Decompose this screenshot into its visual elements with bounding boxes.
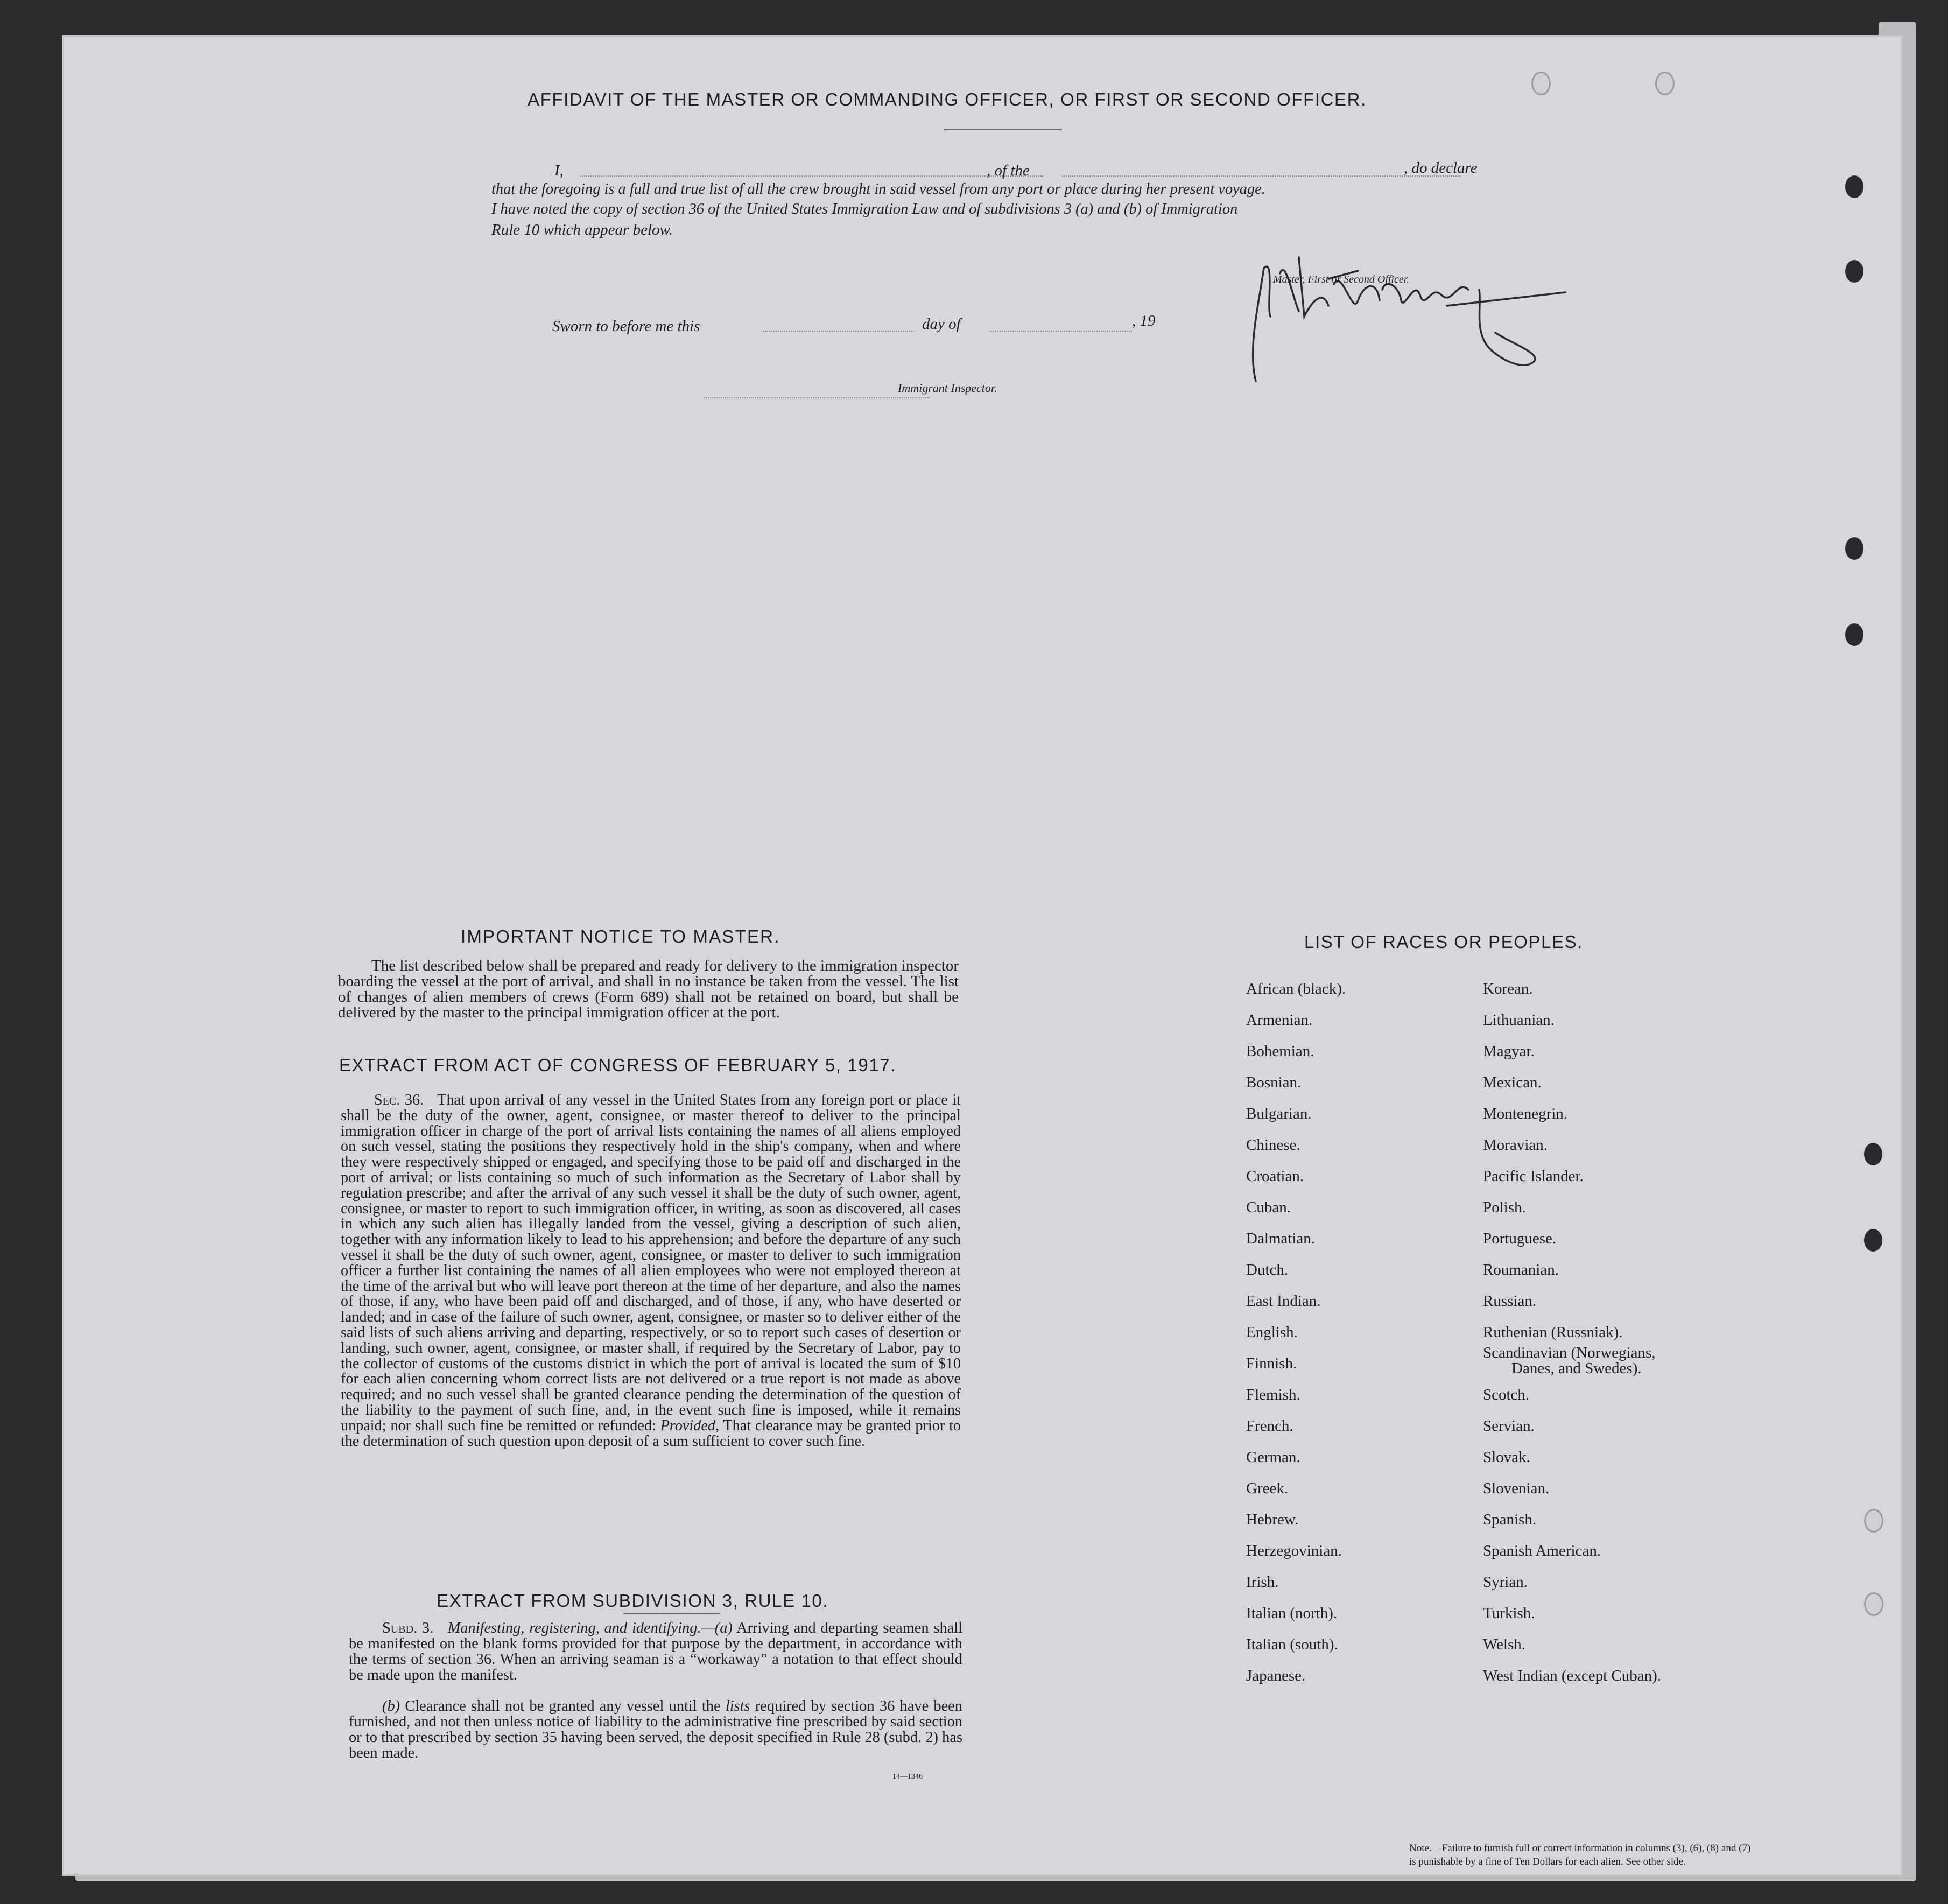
affidavit-line4: Rule 10 which appear below. <box>491 221 673 238</box>
officer-signature <box>1242 225 1576 397</box>
form-number: 14—1346 <box>892 1773 923 1781</box>
section-label: Sec. 36. <box>374 1092 424 1108</box>
race-item-continued: Danes, and Swedes). <box>1511 1360 1642 1377</box>
race-item: Japanese. <box>1246 1667 1306 1684</box>
rule-title-underline <box>623 1613 720 1614</box>
race-item: Armenian. <box>1246 1011 1313 1029</box>
affidavit-of-the: , of the <box>987 162 1030 179</box>
race-item: Italian (north). <box>1246 1605 1338 1622</box>
day-of-text: day of <box>922 315 961 333</box>
race-item: Flemish. <box>1246 1386 1300 1403</box>
binder-hole <box>1864 1229 1882 1252</box>
rule-text-a <box>349 1620 962 1683</box>
affidavit-line3: I have noted the copy of section 36 of the United States Immigration Law and of subdivisions 3 (a) and (b) of Immigration <box>491 201 1238 217</box>
subd-label: Subd. 3. <box>382 1620 434 1636</box>
race-item: Pacific Islander. <box>1483 1168 1584 1185</box>
day-blank <box>763 329 914 332</box>
notice-title: IMPORTANT NOTICE TO MASTER. <box>461 926 780 946</box>
race-item: Bohemian. <box>1246 1043 1314 1060</box>
sworn-text: Sworn to before me this <box>552 318 700 335</box>
race-item: Spanish American. <box>1483 1542 1601 1559</box>
signer-label: Master, First or Second Officer. <box>1273 273 1410 285</box>
binder-hole <box>1845 175 1863 198</box>
lists-word: lists <box>725 1698 750 1715</box>
race-item: Lithuanian. <box>1483 1011 1555 1029</box>
race-item: Moravian. <box>1483 1136 1548 1154</box>
race-item: Croatian. <box>1246 1168 1304 1185</box>
subd-b-text1: Clearance shall not be granted any vessel until the <box>405 1698 721 1715</box>
affidavit-declare: , do declare <box>1404 159 1478 177</box>
rule-extract-title: EXTRACT FROM SUBDIVISION 3, RULE 10. <box>437 1591 829 1611</box>
subd-a-text: Arriving and departing seamen shall be manifested on the blank forms provided for that purpose by the department, in accordance with the terms of section 36. When an arriving seaman is a “workaway” a notation to that effect should be made upon the manifest. <box>349 1620 963 1683</box>
race-item: Magyar. <box>1483 1043 1535 1060</box>
vessel-blank <box>1062 174 1460 177</box>
title-underline <box>944 129 1062 130</box>
race-item: Turkish. <box>1483 1605 1535 1622</box>
race-item: French. <box>1246 1417 1293 1435</box>
race-item: Italian (south). <box>1246 1636 1338 1653</box>
binder-hole <box>1655 72 1675 95</box>
race-item: Slovenian. <box>1483 1480 1550 1497</box>
binder-hole <box>1531 72 1551 95</box>
race-item: Cuban. <box>1246 1199 1291 1216</box>
subd-b-text2: required by section 36 have been furnished, and not then unless notice of liability to the administrative fine prescribed by said section or to that prescribed by section 35 having been served, the deposit specified in Rule 28 (subd. 2) has been made. <box>349 1698 962 1761</box>
footer-note-line2: is punishable by a fine of Ten Dollars for each alien. See other side. <box>1409 1856 1686 1867</box>
race-item: German. <box>1246 1449 1300 1466</box>
affidavit-line2: that the foregoing is a full and true list of all the crew brought in said vessel from any port or place during her present voyage. <box>491 181 1265 198</box>
notice-text: The list described below shall be prepared and ready for delivery to the immigration inspector boarding the vessel at the port of arrival, and shall in no instance be taken from the vessel. The list of changes of alien members of crews (Form 689) shall not be retained on board, but shall be delivered by the master to the principal immigration officer at the port. <box>338 957 959 1021</box>
binder-hole <box>1845 260 1863 283</box>
race-item: African (black). <box>1246 980 1346 997</box>
race-item: Finnish. <box>1246 1355 1297 1372</box>
race-item: Dalmatian. <box>1246 1230 1316 1247</box>
race-item: Russian. <box>1483 1292 1537 1310</box>
race-item: Korean. <box>1483 980 1533 997</box>
rule-text-b <box>349 1698 962 1761</box>
race-item: Bulgarian. <box>1246 1105 1312 1122</box>
race-item: Servian. <box>1483 1417 1535 1435</box>
race-item: Chinese. <box>1246 1136 1300 1154</box>
affidavit-i: I, <box>554 162 564 179</box>
binder-hole <box>1845 623 1863 646</box>
race-item: Mexican. <box>1483 1074 1542 1091</box>
section-body: That upon arrival of any vessel in the United States from any foreign port or place it shall be the duty of the owner, agent, consignee, or master thereof to deliver to the principal immigration officer in charge of the port of arrival lists containing the names of all aliens employed on such vessel, stating the positions they respectively hold in the ship's company, when and where they were respectively shipped or engaged, and specifying those to be paid off and discharged in the port of arrival; or lists containing so much of such information as the Secretary of Labor shall by regulation prescribe; and after the arrival of any such vessel it shall be the duty of such owner, agent, consignee, or master to report to such immigration officer, in writing, as soon as discovered, all cases in which any such alien has illegally landed from the vessel, giving a description of such alien, together with any information likely to lead to his apprehension; and before the departure of any such vessel it shall be the duty of such owner, agent, consignee, or master to deliver to such immigration officer a further list containing the names of all alien employees who were not employed thereon at the time of the arrival but who will leave port thereon at the time of her departure, and also the names of those, if any, who have been paid off and discharged, and of those, if any, who have deserted or landed; and in case of the failure of such owner, agent, consignee, or master so to deliver either of the said lists of such aliens arriving and departing, respectively, or so to report such cases of desertion or landing, such owner, agent, consignee, or master shall, if required by the Secretary of Labor, pay to the collector of customs of the customs district in which the port of arrival is located the sum of $10 for each alien concerning whom correct lists are not delivered or a true report is not made as above required; and no such vessel shall be granted clearance pending the determination of the question of the liability to the payment of such fine, and, in the event such fine is imposed, while it remains unpaid; nor shall such fine be remitted or refunded: <box>341 1092 961 1434</box>
binder-hole <box>1864 1509 1883 1533</box>
race-item: Polish. <box>1483 1199 1526 1216</box>
affidavit-title: AFFIDAVIT OF THE MASTER OR COMMANDING OFFICER, OR FIRST OR SECOND OFFICER. <box>528 89 1367 109</box>
year-text: , 19 <box>1132 312 1156 329</box>
section-body-end: That clearance may be granted prior to the determination of such question upon deposit of a sum sufficient to cover such fine. <box>341 1417 961 1450</box>
inspector-blank <box>704 396 930 398</box>
binder-hole <box>1845 537 1863 560</box>
race-item: Herzegovinian. <box>1246 1542 1342 1559</box>
act-extract-title: EXTRACT FROM ACT OF CONGRESS OF FEBRUARY 5, 1917. <box>339 1055 897 1075</box>
race-item: Roumanian. <box>1483 1261 1559 1278</box>
subd-heading: Manifesting, registering, and identifying.—(a) <box>447 1620 733 1636</box>
name-blank <box>580 174 1043 177</box>
act-extract-text <box>341 1093 961 1449</box>
race-item: Spanish. <box>1483 1511 1537 1528</box>
races-title: LIST OF RACES OR PEOPLES. <box>1304 932 1584 952</box>
month-blank <box>989 329 1132 332</box>
race-item: East Indian. <box>1246 1292 1321 1310</box>
race-item: Syrian. <box>1483 1573 1528 1591</box>
binder-hole <box>1864 1143 1882 1165</box>
binder-hole <box>1864 1592 1883 1616</box>
race-item: Welsh. <box>1483 1636 1526 1653</box>
race-item: West Indian (except Cuban). <box>1483 1667 1662 1684</box>
race-item: Slovak. <box>1483 1449 1530 1466</box>
race-item: Irish. <box>1246 1573 1279 1591</box>
inspector-label: Immigrant Inspector. <box>898 381 997 395</box>
race-item: Hebrew. <box>1246 1511 1299 1528</box>
race-item: Scandinavian (Norwegians, <box>1483 1344 1656 1361</box>
race-item: Greek. <box>1246 1480 1289 1497</box>
manifest-sheet <box>62 35 1903 1876</box>
race-item: Ruthenian (Russniak). <box>1483 1324 1623 1341</box>
provided-word: Provided, <box>660 1417 720 1434</box>
race-item: Scotch. <box>1483 1386 1530 1403</box>
race-item: Portuguese. <box>1483 1230 1557 1247</box>
race-item: Bosnian. <box>1246 1074 1302 1091</box>
b-label: (b) <box>382 1698 400 1715</box>
race-item: Montenegrin. <box>1483 1105 1568 1122</box>
race-item: Dutch. <box>1246 1261 1289 1278</box>
race-item: English. <box>1246 1324 1298 1341</box>
footer-note-line1: Note.—Failure to furnish full or correct information in columns (3), (6), (8) and (7) <box>1409 1843 1751 1854</box>
